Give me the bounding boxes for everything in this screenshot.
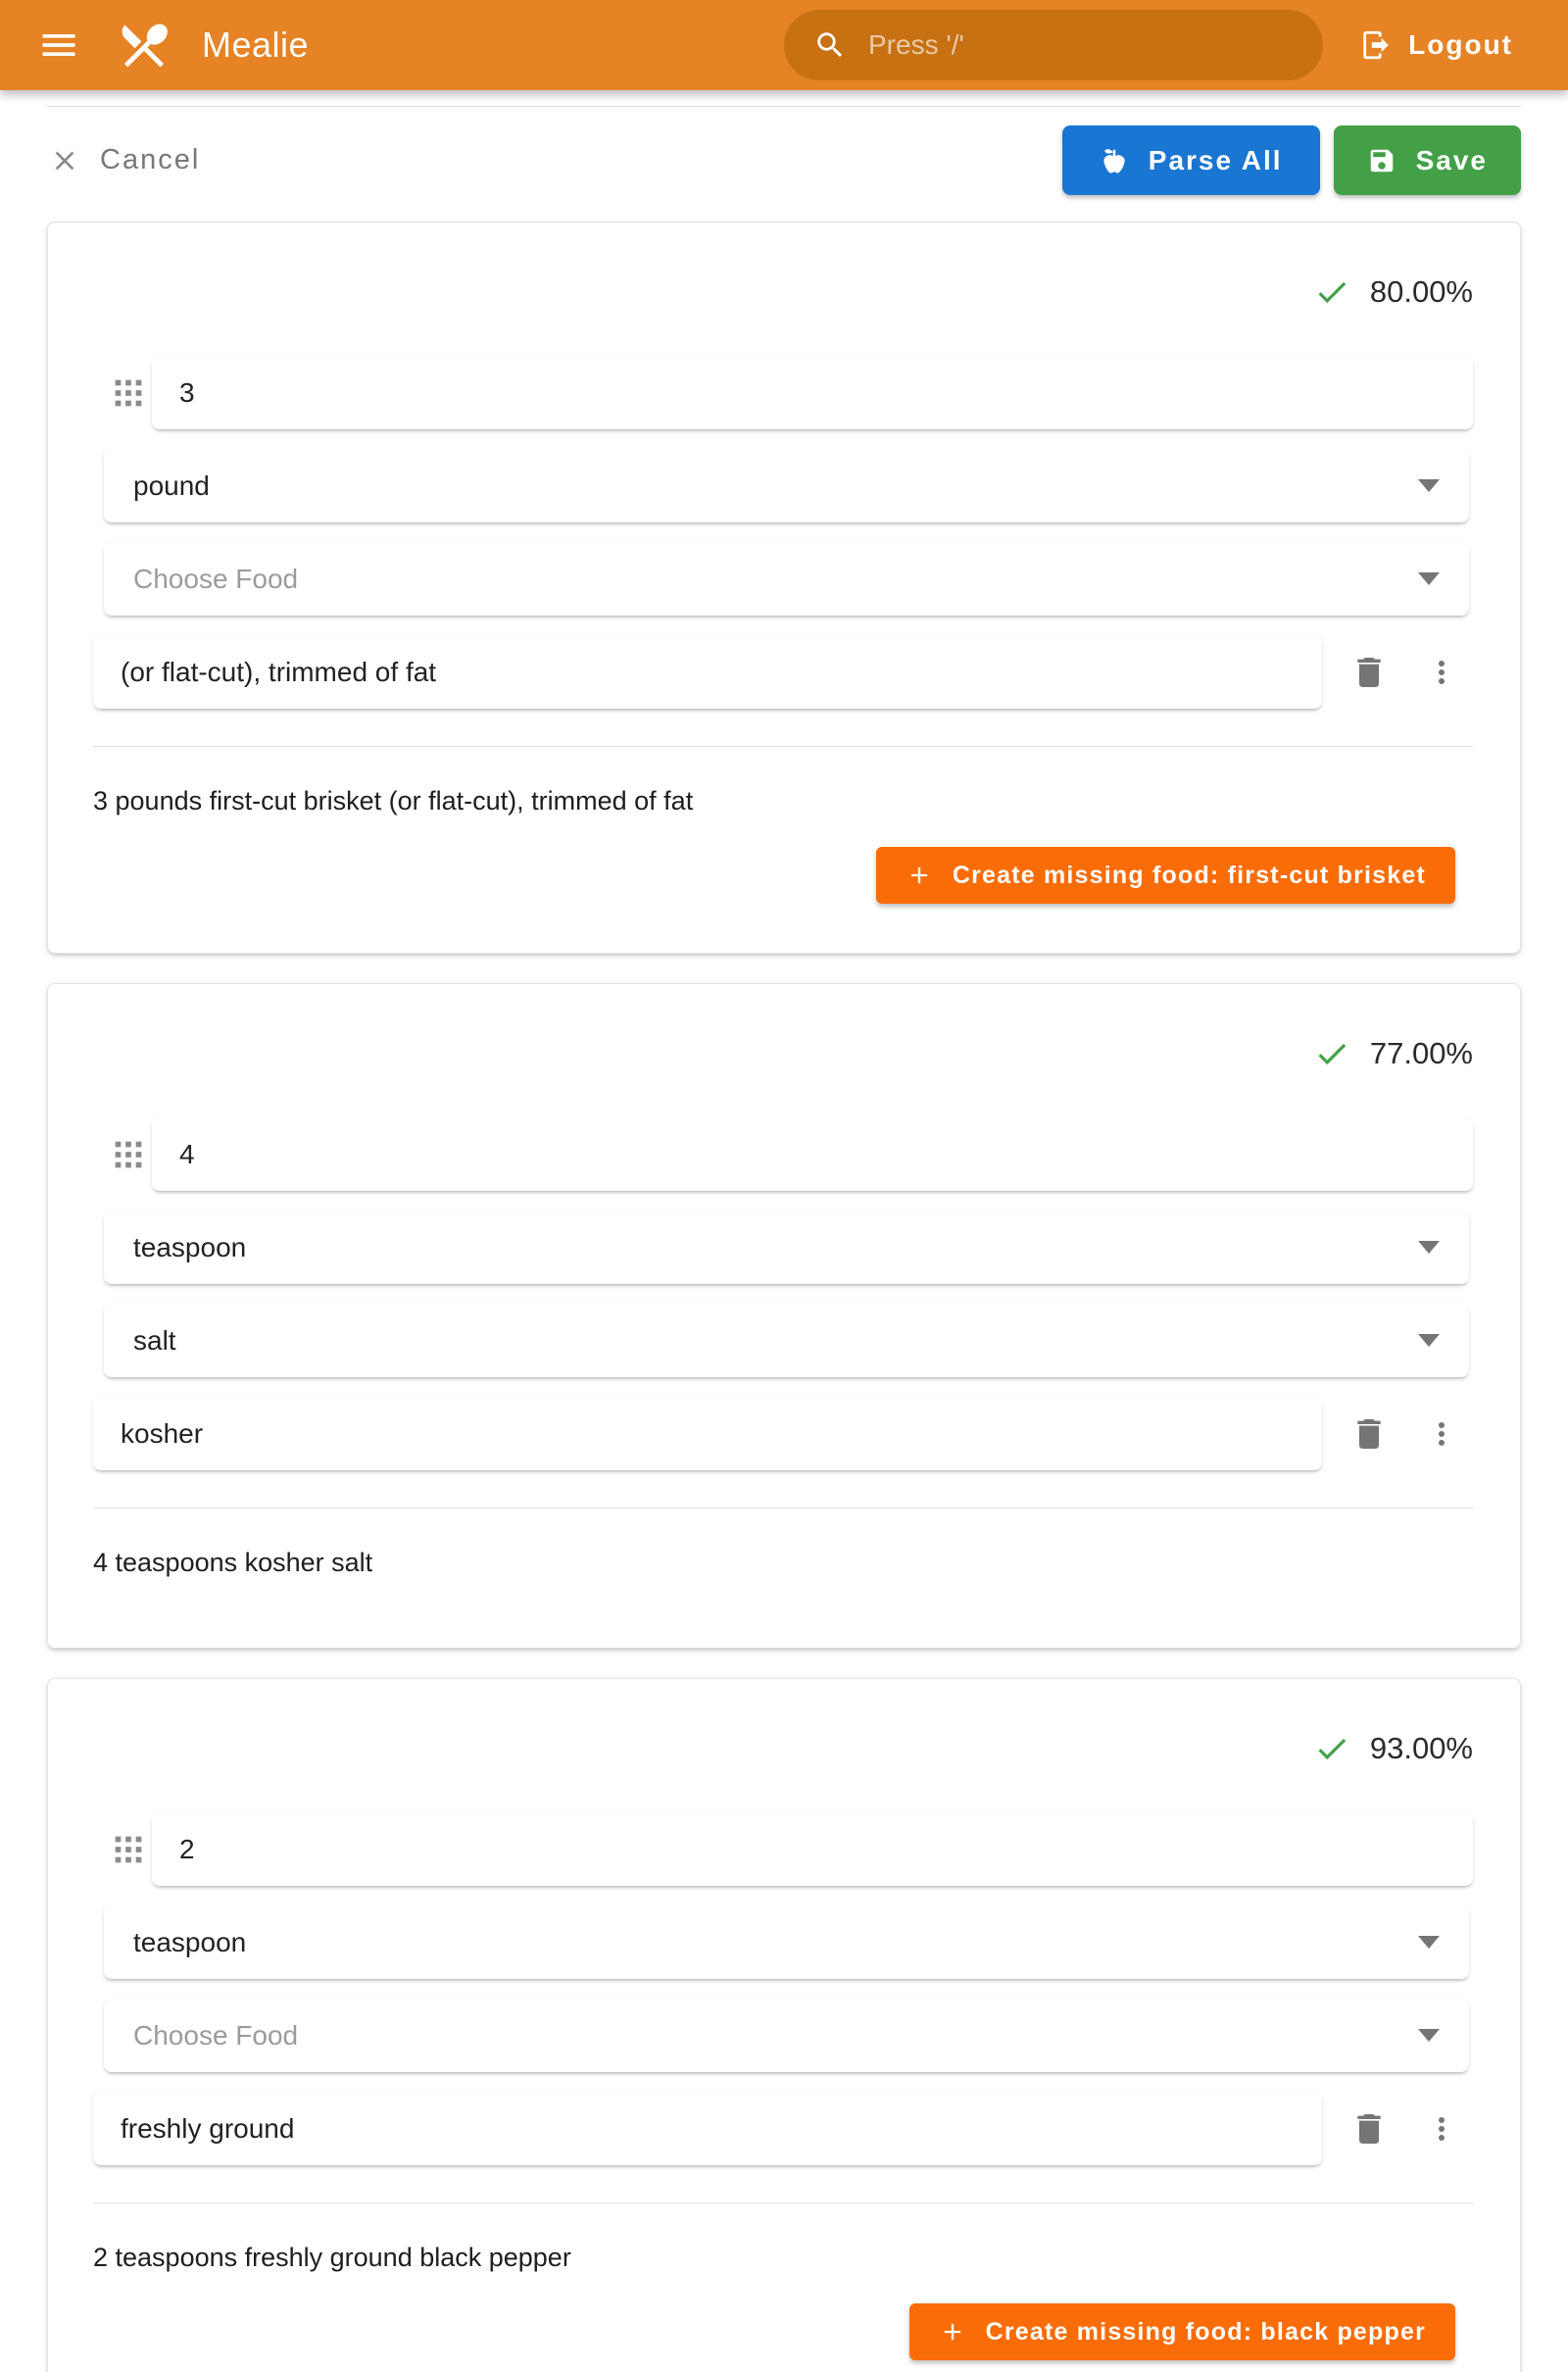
delete-button[interactable] [1349, 653, 1389, 692]
trash-icon [1349, 2109, 1389, 2149]
create-food-button[interactable] [909, 2303, 1455, 2360]
quantity-input[interactable] [152, 1812, 1473, 1886]
logout-button[interactable] [1359, 0, 1513, 90]
food-placeholder: Choose Food [133, 2019, 299, 2051]
logout-icon [1359, 28, 1393, 62]
confidence-badge [48, 1023, 1473, 1084]
quantity-input[interactable] [152, 1117, 1473, 1191]
original-text: 4 teaspoons kosher salt [93, 1548, 373, 1577]
trash-icon [1349, 1414, 1389, 1454]
drag-handle[interactable] [105, 1135, 152, 1174]
card-divider [93, 746, 1473, 747]
dots-vertical-icon [1424, 655, 1459, 690]
create-food-row [48, 2303, 1455, 2360]
ingredient-list [0, 195, 1568, 2372]
note-row [93, 635, 1459, 709]
more-options-button[interactable] [1424, 2111, 1459, 2147]
drag-dots-icon [109, 373, 148, 413]
quantity-input[interactable] [152, 356, 1473, 429]
unit-value: teaspoon [133, 1231, 247, 1262]
unit-select[interactable] [104, 1905, 1469, 1979]
parse-all-label: Parse All [1148, 144, 1283, 175]
unit-select[interactable] [104, 1211, 1469, 1284]
trash-icon [1349, 653, 1389, 692]
check-icon [1313, 273, 1350, 311]
save-icon [1367, 146, 1396, 175]
check-icon [1313, 1730, 1350, 1767]
unit-value: pound [133, 469, 210, 501]
search-icon [813, 28, 847, 62]
drag-handle[interactable] [105, 373, 152, 413]
chevron-down-icon [1418, 572, 1440, 585]
amount-row [105, 1117, 1473, 1191]
page-divider [47, 106, 1521, 107]
plus-icon [939, 2318, 966, 2346]
ingredient-card [47, 983, 1521, 1649]
note-input[interactable] [93, 2092, 1322, 2165]
food-placeholder: Choose Food [133, 563, 299, 594]
amount-row [105, 1812, 1473, 1886]
hamburger-menu-icon [37, 24, 80, 67]
dots-vertical-icon [1424, 2111, 1459, 2147]
drag-dots-icon [109, 1830, 148, 1869]
confidence-value: 93.00% [1369, 1731, 1473, 1765]
search-placeholder: Press '/' [868, 29, 964, 60]
chevron-down-icon [1418, 1334, 1440, 1347]
note-input[interactable] [93, 635, 1322, 709]
menu-button[interactable] [31, 18, 86, 73]
close-icon [49, 145, 80, 176]
note-input[interactable] [93, 1397, 1322, 1470]
dots-vertical-icon [1424, 1416, 1459, 1452]
parse-all-button[interactable] [1062, 125, 1320, 195]
cancel-label: Cancel [100, 144, 201, 175]
card-divider [93, 2202, 1473, 2203]
food-select[interactable] [104, 542, 1469, 616]
card-divider [93, 1507, 1473, 1508]
chevron-down-icon [1418, 1241, 1440, 1254]
create-food-button[interactable] [876, 847, 1455, 904]
confidence-badge [48, 1718, 1473, 1779]
mealie-logo-silverware-icon [116, 17, 172, 74]
confidence-value: 77.00% [1369, 1036, 1473, 1070]
confidence-value: 80.00% [1369, 274, 1473, 309]
logout-label: Logout [1408, 29, 1513, 60]
drag-dots-icon [109, 1135, 148, 1174]
app-header [0, 0, 1568, 90]
create-food-label: Create missing food: black pepper [985, 2317, 1426, 2346]
original-text: 3 pounds first-cut brisket (or flat-cut), trimmed of fat [93, 786, 694, 815]
amount-row [105, 356, 1473, 429]
create-food-row [48, 847, 1455, 904]
chevron-down-icon [1418, 1936, 1440, 1949]
more-options-button[interactable] [1424, 1416, 1459, 1452]
ingredient-card [47, 222, 1521, 954]
unit-value: teaspoon [133, 1926, 247, 1957]
chevron-down-icon [1418, 479, 1440, 492]
note-row [93, 2092, 1459, 2165]
food-select[interactable] [104, 1999, 1469, 2072]
cancel-button[interactable] [49, 144, 200, 176]
create-food-label: Create missing food: first-cut brisket [952, 861, 1426, 889]
parser-toolbar [49, 125, 1521, 195]
save-label: Save [1415, 144, 1488, 175]
unit-select[interactable] [104, 449, 1469, 522]
apple-icon [1100, 146, 1129, 175]
check-icon [1313, 1035, 1350, 1072]
save-button[interactable] [1334, 125, 1521, 195]
food-value: salt [133, 1324, 176, 1356]
food-select[interactable] [104, 1304, 1469, 1377]
original-text: 2 teaspoons freshly ground black pepper [93, 2243, 571, 2272]
drag-handle[interactable] [105, 1830, 152, 1869]
delete-button[interactable] [1349, 1414, 1389, 1454]
plus-icon [906, 862, 933, 889]
app-title: Mealie [202, 25, 310, 65]
delete-button[interactable] [1349, 2109, 1389, 2149]
confidence-badge [48, 262, 1473, 322]
more-options-button[interactable] [1424, 655, 1459, 690]
ingredient-card [47, 1678, 1521, 2372]
chevron-down-icon [1418, 2029, 1440, 2042]
note-row [93, 1397, 1459, 1470]
search-input[interactable] [784, 10, 1323, 80]
